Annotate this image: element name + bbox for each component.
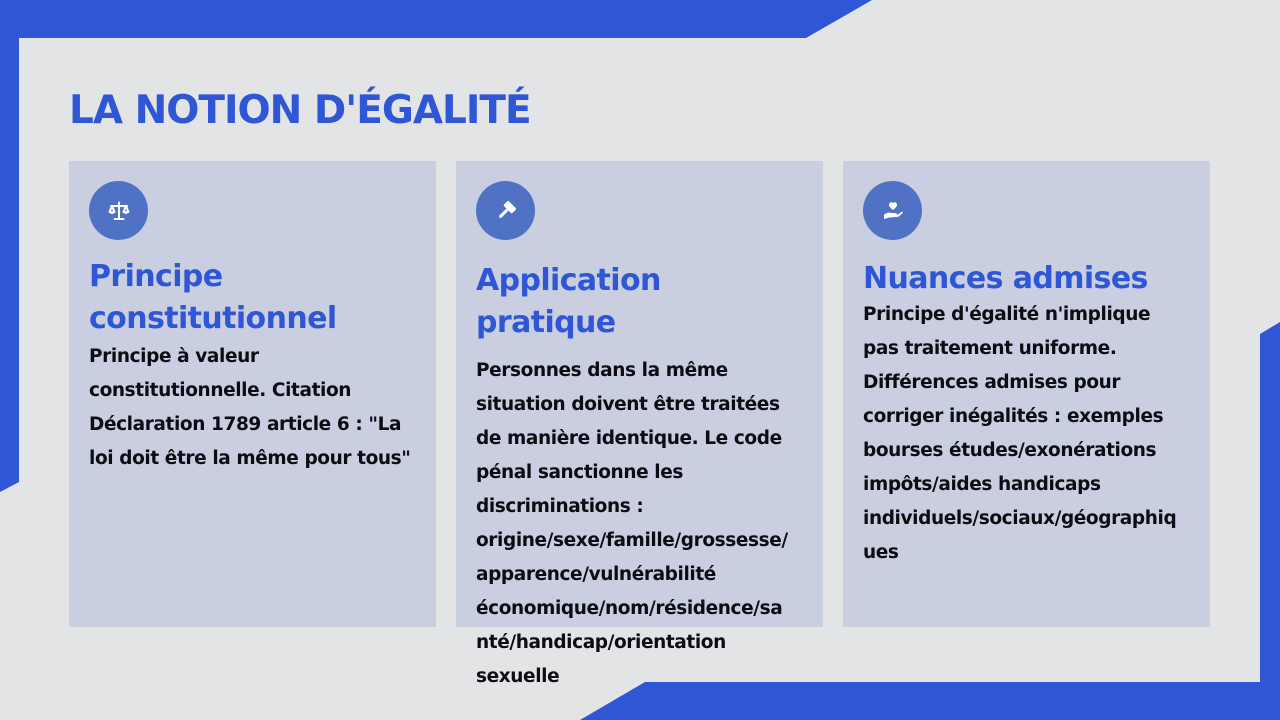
card-title: Application pratique [476,263,661,340]
gavel-icon [494,199,518,223]
slide-title: LA NOTION D'ÉGALITÉ [69,88,531,133]
card-title: Principe constitutionnel [89,259,337,336]
card-title: Nuances admises [863,261,1148,296]
scale-icon-badge [89,181,148,240]
card-body: Principe d'égalité n'implique pas traitement uniforme. Différences admises pour corriger inégalités : exemples bourses études/exonérations impôts/aides handicaps individuels/sociaux/géographiq ues [863,304,1177,563]
card-practical-application [456,161,823,687]
hand-heart-icon-badge [863,181,922,240]
scale-icon [107,199,131,223]
card-body: Personnes dans la même situation doivent être traitées de manière identique. Le code pénal sanctionne les discriminations : origine/sexe/famille/grossesse/ apparence/vulnérabilité économique/nom/résidence/sa nté/handicap/orientation sexuelle [476,360,788,687]
gavel-icon-badge [476,181,535,240]
card-constitutional-principle [69,161,436,627]
card-accepted-nuances [843,161,1210,627]
hand-heart-icon [881,199,905,223]
card-body: Principe à valeur constitutionnelle. Citation Déclaration 1789 article 6 : "La loi doit être la même pour tous" [89,346,411,469]
